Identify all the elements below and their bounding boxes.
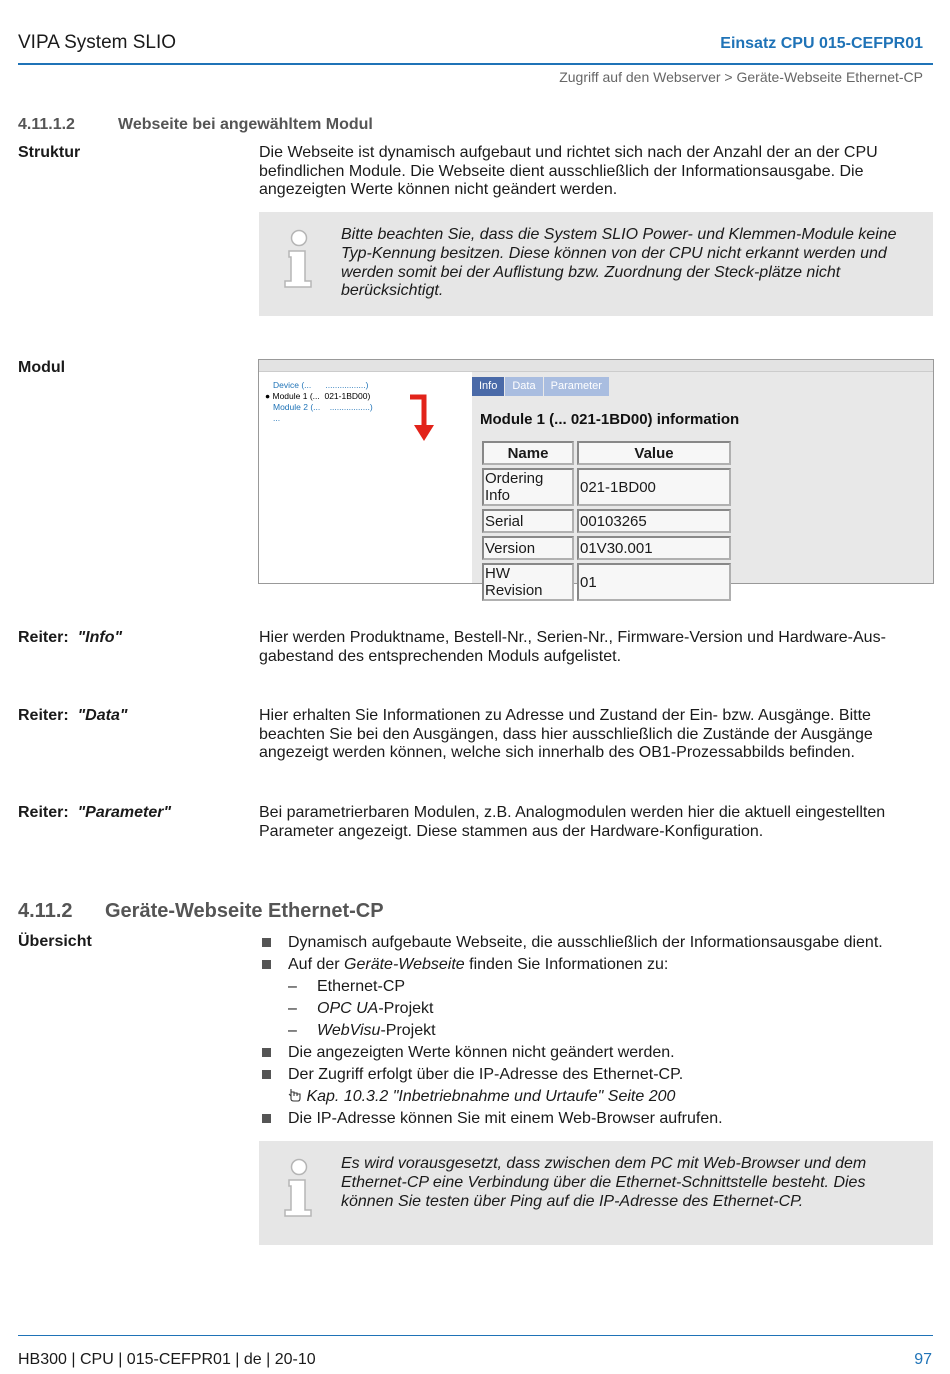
reiter-info-text: Hier werden Produktname, Bestell-Nr., Serien-Nr., Firmware-Version und Hardware-Aus-gabestand des entsprechenden Moduls aufgelistet. bbox=[259, 629, 886, 665]
cell-name: Serial bbox=[482, 509, 574, 533]
tab-data[interactable]: Data bbox=[505, 377, 542, 396]
page-number: 97 bbox=[914, 1351, 932, 1368]
footer-rule bbox=[18, 1335, 933, 1336]
reiter-data-text: Hier erhalten Sie Informationen zu Adresse und Zustand der Ein- bzw. Ausgänge. Bitte beachten Sie bei den Ausgängen, dass hier ausschließlich die Zustände der Ausgänge angezeigt werden können, welche sich innerhalb des OB1-Prozessabbilds befinden. bbox=[259, 707, 873, 761]
cell-value: 00103265 bbox=[577, 509, 731, 533]
section2-title: Geräte-Webseite Ethernet-CP bbox=[105, 900, 384, 922]
note-text: Bitte beachten Sie, dass die System SLIO Power- und Klemmen-Module keine Typ-Kennung besitzen. Diese können von der CPU nicht erkannt werden und werden somit bei der Auflistung bzw. Zuordnung der Steck-plätze nicht berücksichtigt. bbox=[341, 226, 897, 300]
info-panel bbox=[472, 372, 933, 599]
list-item: Dynamisch aufgebaute Webseite, die ausschließlich der Informationsausgabe dient. bbox=[259, 932, 934, 954]
tree-item-more: ... bbox=[273, 413, 281, 423]
table-row bbox=[482, 563, 731, 601]
tree-item-device[interactable]: Device (... .................) bbox=[273, 380, 369, 390]
column-header-value: Value bbox=[577, 441, 731, 465]
cell-value: 01 bbox=[577, 563, 731, 601]
bullet-square-icon bbox=[262, 1070, 271, 1079]
section-title: Webseite bei angewähltem Modul bbox=[118, 116, 373, 133]
webpage-screenshot bbox=[258, 359, 934, 599]
info-table bbox=[479, 438, 734, 604]
info-icon bbox=[283, 1158, 319, 1218]
sub-list-item: – OPC UA-Projekt bbox=[288, 1000, 434, 1017]
tree-item-module-1[interactable]: ● Module 1 (... 021-1BD00) bbox=[265, 391, 371, 401]
footer-doc-id: HB300 | CPU | 015-CEFPR01 | de | 20-10 bbox=[18, 1351, 316, 1368]
note-text-2: Es wird vorausgesetzt, dass zwischen dem PC mit Web-Browser und dem Ethernet-CP eine Verbindung über die Ethernet-Schnittstelle besteht. Dies können Sie testen über Ping auf die IP-Adresse des Ethernet-CP. bbox=[341, 1155, 867, 1210]
modul-label: Modul bbox=[18, 359, 66, 376]
table-row bbox=[482, 468, 731, 506]
tab-info[interactable]: Info bbox=[472, 377, 504, 396]
bullet-square-icon bbox=[262, 1048, 271, 1057]
uebersicht-label: Übersicht bbox=[18, 933, 92, 950]
screenshot-topbar bbox=[259, 360, 933, 372]
info-icon bbox=[283, 229, 319, 289]
section-number: 4.11.1.2 bbox=[18, 116, 75, 133]
table-header-row bbox=[482, 441, 731, 465]
list-item: Die angezeigten Werte können nicht geändert werden. bbox=[259, 1042, 934, 1064]
header-chapter: Einsatz CPU 015-CEFPR01 bbox=[720, 35, 923, 52]
cell-name: HW Revision bbox=[482, 563, 574, 601]
list-item: Der Zugriff erfolgt über die IP-Adresse des Ethernet-CP. bbox=[259, 1064, 934, 1086]
module-tree bbox=[265, 380, 373, 424]
arrow-down-icon bbox=[407, 393, 439, 445]
header-title: VIPA System SLIO bbox=[18, 32, 177, 53]
header-rule bbox=[18, 63, 933, 65]
hand-pointer-icon bbox=[288, 1088, 302, 1102]
note-box-2 bbox=[259, 1141, 933, 1245]
reiter-parameter-label: Reiter: "Parameter" bbox=[18, 804, 172, 821]
table-row bbox=[482, 536, 731, 560]
uebersicht-list bbox=[259, 932, 934, 1130]
struktur-label: Struktur bbox=[18, 144, 81, 161]
tab-bar bbox=[472, 377, 610, 396]
list-item: Auf der Geräte-Webseite finden Sie Informationen zu: bbox=[259, 954, 934, 976]
tab-parameter[interactable]: Parameter bbox=[544, 377, 609, 396]
sub-list-item: – WebVisu-Projekt bbox=[288, 1022, 436, 1039]
cell-name: Ordering Info bbox=[482, 468, 574, 506]
tree-item-module-2[interactable]: Module 2 (... .................) bbox=[273, 402, 373, 412]
section2-number: 4.11.2 bbox=[18, 900, 73, 922]
panel-title: Module 1 (... 021-1BD00) information bbox=[480, 411, 740, 428]
struktur-text: Die Webseite ist dynamisch aufgebaut und richtet sich nach der Anzahl der an der CPU befindlichen Module. Die Webseite dient ausschließlich der Informationsausgabe. Die angezeigten Werte können nicht geändert werden. bbox=[259, 144, 878, 198]
reiter-info-label: Reiter: "Info" bbox=[18, 629, 123, 646]
list-item: Die IP-Adresse können Sie mit einem Web-Browser aufrufen. bbox=[259, 1108, 934, 1130]
bullet-square-icon bbox=[262, 938, 271, 947]
table-row bbox=[482, 509, 731, 533]
cell-name: Version bbox=[482, 536, 574, 560]
bullet-square-icon bbox=[262, 1114, 271, 1123]
reiter-parameter-text: Bei parametrierbaren Modulen, z.B. Analogmodulen werden hier die aktuell eingestellten Parameter angezeigt. Diese stammen aus der Hardware-Konfiguration. bbox=[259, 804, 886, 840]
cell-value: 01V30.001 bbox=[577, 536, 731, 560]
reiter-data-label: Reiter: "Data" bbox=[18, 707, 128, 724]
note-box bbox=[259, 212, 933, 316]
column-header-name: Name bbox=[482, 441, 574, 465]
cell-value: 021-1BD00 bbox=[577, 468, 731, 506]
sub-list-item: – Ethernet-CP bbox=[288, 978, 406, 995]
breadcrumb: Zugriff auf den Webserver > Geräte-Webseite Ethernet-CP bbox=[559, 69, 923, 85]
bullet-square-icon bbox=[262, 960, 271, 969]
chapter-reference-link[interactable]: Kap. 10.3.2 "Inbetriebnahme und Urtaufe" Seite 200 bbox=[259, 1086, 934, 1108]
